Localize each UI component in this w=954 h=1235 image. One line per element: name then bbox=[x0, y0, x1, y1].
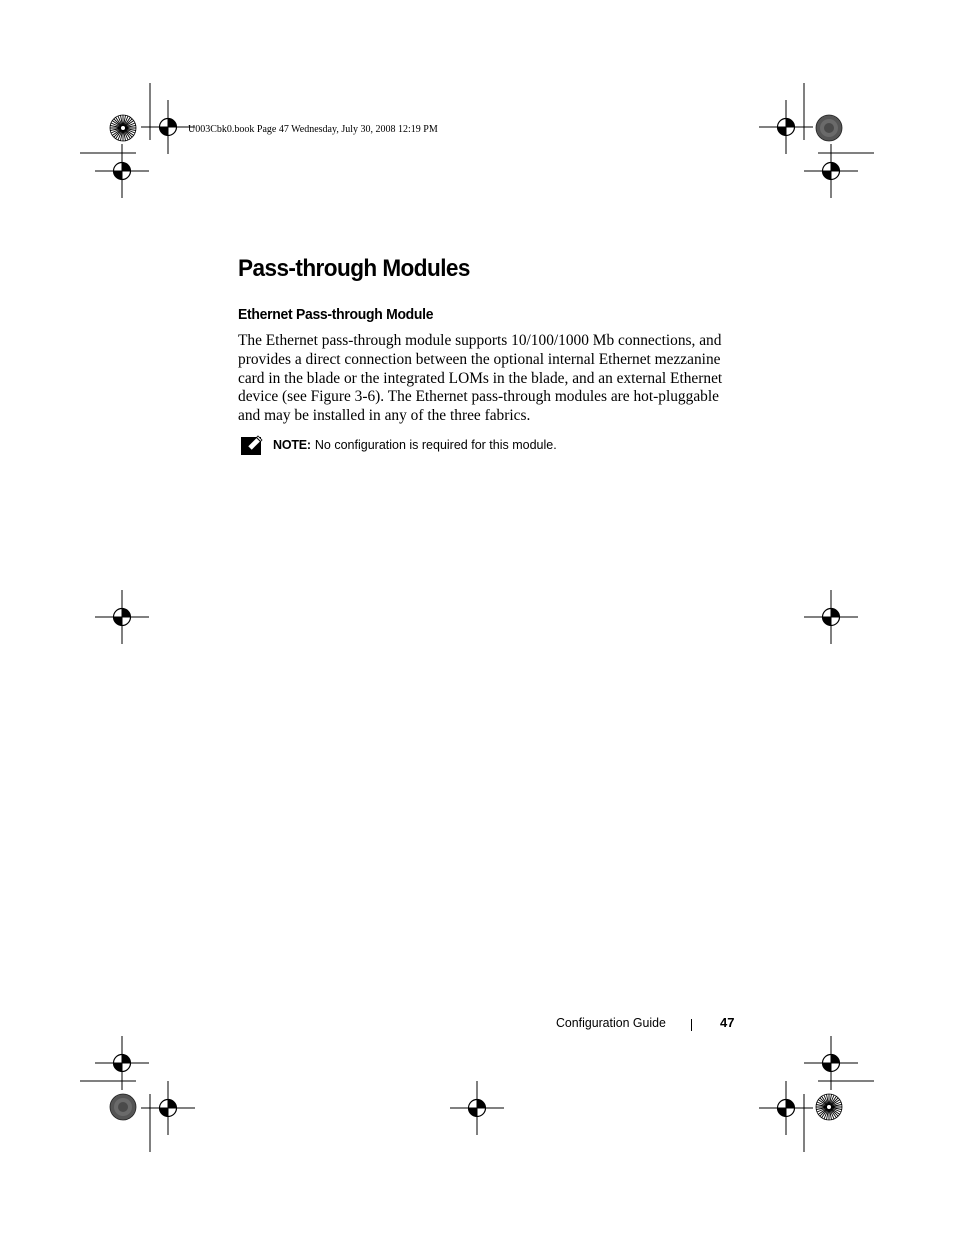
footer-separator bbox=[691, 1019, 692, 1031]
section-title: Pass-through Modules bbox=[238, 255, 470, 282]
footer-guide-title: Configuration Guide bbox=[556, 1015, 666, 1030]
print-header: U003Cbk0.book Page 47 Wednesday, July 30, 2008 12:19 PM bbox=[188, 124, 438, 135]
body-paragraph: The Ethernet pass-through module supports 10/100/1000 Mb connections, and provides a direct connection between the optional internal Ethernet mezzanine card in the blade or the integrated LOMs in the blade, and an external Ethernet device (see Figure 3-6). The Ethernet pass-through modules are hot-pluggable and may be installed in any of the three fabrics. bbox=[238, 332, 723, 425]
note-callout bbox=[241, 434, 557, 456]
note-label: NOTE: bbox=[273, 438, 311, 452]
page-number: 47 bbox=[720, 1015, 735, 1030]
note-text: No configuration is required for this module. bbox=[314, 438, 557, 452]
section-subtitle: Ethernet Pass-through Module bbox=[238, 306, 434, 323]
pencil-note-icon bbox=[241, 435, 263, 455]
